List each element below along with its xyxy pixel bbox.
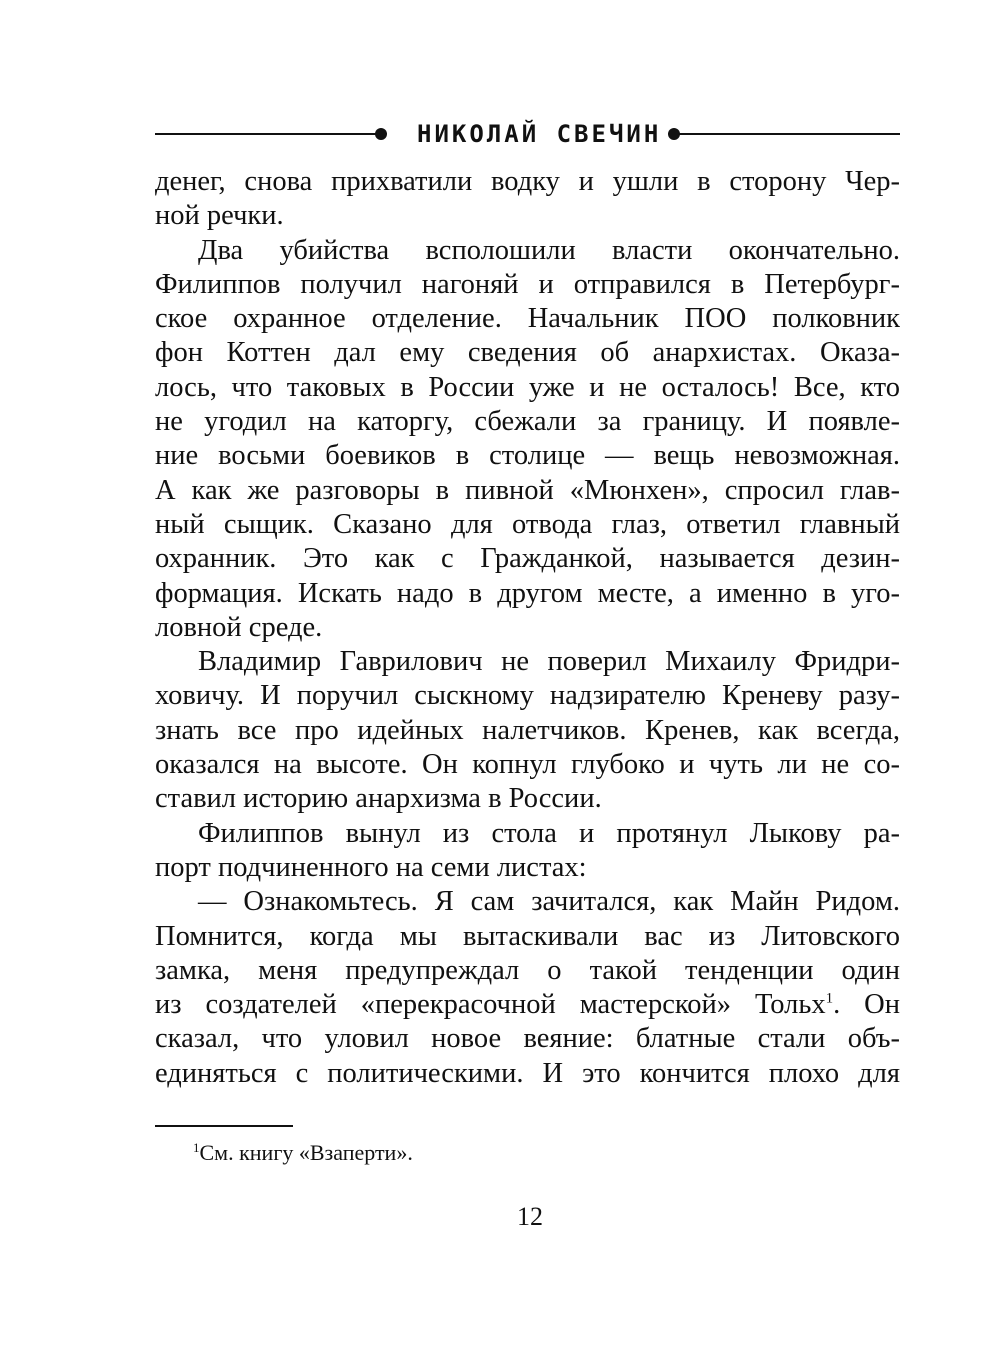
text-line: сказал, что уловил новое веяние: блатные стали объ- — [155, 1023, 900, 1055]
text-line: порт подчиненного на семи листах: — [155, 851, 587, 883]
header-rule-right — [678, 133, 900, 135]
text-line: — Ознакомьтесь. Я сам зачитался, как Майн Ридом. — [198, 886, 900, 918]
text-line: лось, что таковых в России уже и не осталось! Все, кто — [155, 371, 900, 403]
text-line: ной речки. — [155, 200, 284, 232]
text-line: Филиппов вынул из стола и протянул Лыкову ра- — [198, 817, 900, 849]
text-line: не угодил на каторгу, сбежали за границу. И появле- — [155, 406, 900, 438]
text-line: ный сыщик. Сказано для отвода глаз, ответил главный — [155, 508, 900, 540]
page-number: 12 — [517, 1202, 543, 1231]
text-line: Филиппов получил нагоняй и отправился в Петербург- — [155, 268, 900, 300]
text-line: А как же разговоры в пивной «Мюнхен», спросил глав- — [155, 474, 900, 506]
text-line: ставил историю анархизма в России. — [155, 783, 602, 815]
text-line: ние восьми боевиков в столице — вещь невозможная. — [155, 440, 900, 472]
header-bullet-left — [375, 128, 387, 140]
text-segment: из создателей «перекрасочной мастерской» Тольх — [155, 989, 826, 1021]
text-line: ховичу. И поручил сыскному надзирателю Креневу разу- — [155, 680, 900, 712]
body-text — [155, 165, 900, 1091]
footnote-marker: 1 — [193, 1140, 200, 1156]
text-line: оказался на высоте. Он копнул глубоко и чуть ли не со- — [155, 749, 900, 781]
text-line: формация. Искать надо в другом месте, а именно в уго- — [155, 577, 900, 609]
text-line: Помнится, когда мы вытаскивали вас из Литовского — [155, 920, 900, 952]
footnote-reference[interactable]: 1 — [825, 990, 834, 1007]
text-line: фон Коттен дал ему сведения об анархистах. Оказа- — [155, 337, 900, 369]
text-line: Владимир Гаврилович не поверил Михаилу Фридри- — [198, 646, 900, 678]
text-line: замка, меня предупреждал о такой тенденции один — [155, 954, 900, 986]
text-line: единяться с политическими. И это кончится плохо для — [155, 1057, 900, 1089]
text-segment: . Он — [833, 989, 900, 1021]
text-line: охранник. Это как с Гражданкой, называется дезин- — [155, 543, 900, 575]
text-line-with-footnote — [155, 988, 900, 1022]
text-line: Два убийства всполошили власти окончательно. — [198, 234, 900, 266]
text-line: знать все про идейных налетчиков. Кренев, как всегда, — [155, 714, 900, 746]
text-line: денег, снова прихватили водку и ушли в сторону Чер- — [155, 166, 900, 197]
text-line: ское охранное отделение. Начальник ПОО полковник — [155, 303, 900, 335]
text-line: ловной среде. — [155, 611, 323, 643]
footnote — [193, 1138, 413, 1168]
header-author-name: НИКОЛАЙ СВЕЧИН — [417, 120, 662, 148]
footnote-text: См. книгу «Взаперти». — [199, 1140, 413, 1165]
header-rule-left — [155, 133, 377, 135]
footnote-separator — [155, 1125, 293, 1127]
running-header — [155, 116, 900, 152]
